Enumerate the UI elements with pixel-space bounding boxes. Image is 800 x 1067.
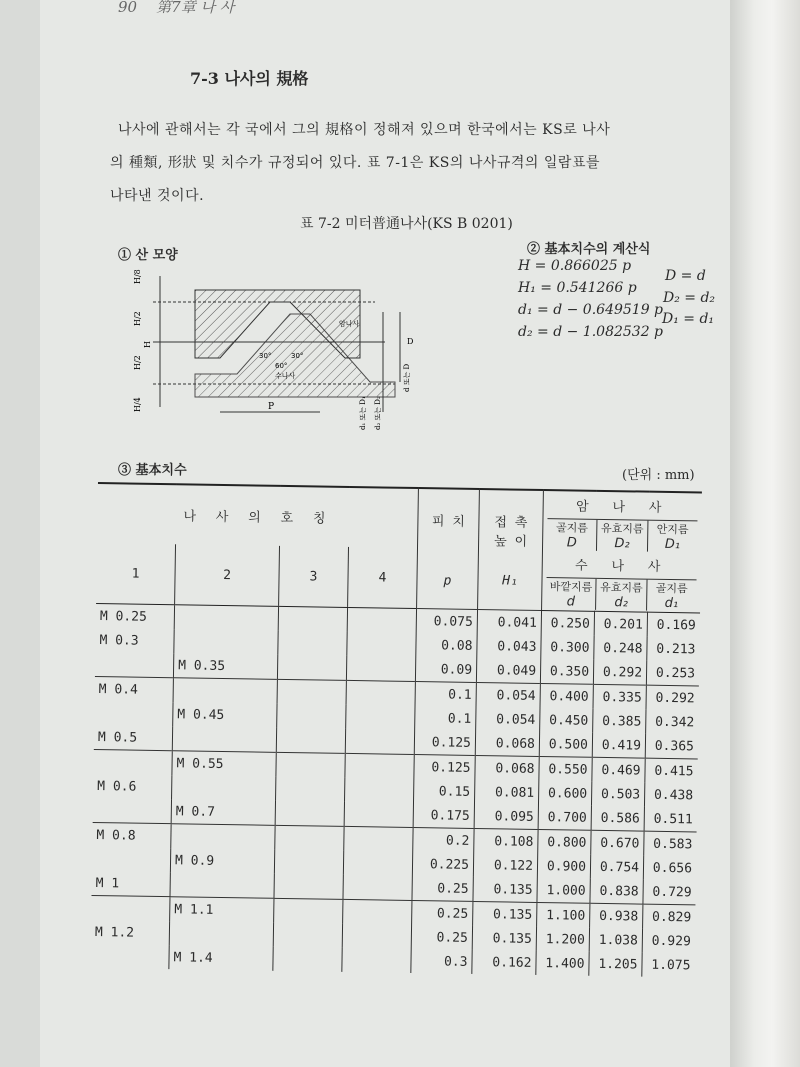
major-diameter-cell: 1.200 (536, 927, 589, 952)
major-diameter-cell: 0.300 (541, 635, 594, 660)
contact-height-cell: 0.135 (472, 926, 536, 951)
major-diameter-cell: 1.400 (536, 951, 589, 976)
designation-col2: M 1.4 (169, 945, 273, 971)
contact-height-cell: 0.135 (473, 901, 537, 927)
major-diameter-cell: 0.350 (540, 659, 593, 684)
designation-col2: M 1.1 (170, 897, 274, 923)
pitch-diameter-cell: 1.038 (589, 928, 642, 953)
designation-col2 (172, 775, 276, 801)
formula-D2: D₂ = d₂ (663, 290, 716, 306)
designation-col2: M 0.7 (171, 799, 275, 825)
contact-height-cell: 0.068 (475, 731, 539, 757)
pitch-diameter-cell: 0.292 (593, 660, 646, 685)
dim-d2: d₂ 또는 D₂ (374, 396, 382, 430)
basic-dims-heading: ③ 基本치수 (118, 463, 187, 478)
designation-col1 (91, 895, 170, 921)
designation-col2 (171, 824, 275, 850)
pitch-diameter-cell: 0.469 (592, 757, 645, 782)
minor-diameter-cell: 0.292 (646, 685, 699, 710)
shape-heading: ① 산 모양 (118, 248, 178, 263)
pitch-cell: 0.3 (411, 949, 472, 974)
dim-d: d 또는 D (403, 363, 411, 392)
designation-col3 (274, 898, 343, 924)
male-header-group (542, 550, 701, 613)
pitch-header-label: 피 치 (431, 513, 466, 530)
angle-30b: 30° (291, 352, 304, 360)
major-diameter-cell: 1.000 (537, 878, 590, 903)
col-number-4: 4 (348, 547, 418, 609)
col-number-2: 2 (175, 544, 280, 606)
pitch-diameter-cell: 0.385 (593, 709, 646, 734)
angle-30a: 30° (259, 352, 272, 360)
designation-col4 (345, 753, 414, 779)
running-header (118, 0, 234, 17)
designation-col1: M 1 (95, 875, 120, 891)
designation-col3 (274, 850, 343, 875)
minor-diameter-cell: 0.253 (646, 661, 699, 686)
major-diameter-cell: 0.250 (541, 610, 594, 635)
label-male: 수나사 (275, 372, 296, 380)
designation-col4 (347, 632, 416, 657)
designation-col1: M 0.4 (95, 676, 174, 702)
designation-col2 (172, 726, 276, 752)
designation-col1 (94, 701, 173, 726)
contact-height-cell: 0.054 (476, 682, 540, 708)
pitch-diameter-cell: 0.335 (593, 684, 646, 709)
major-diameter-cell: 0.550 (539, 756, 592, 781)
pitch-cell: 0.175 (413, 803, 474, 828)
minor-diameter-cell: 1.075 (642, 953, 695, 978)
designation-col2: M 0.35 (173, 653, 277, 679)
designation-col3 (276, 752, 345, 778)
contact-height-cell: 0.081 (474, 780, 538, 805)
dim-h8: H/8 (133, 269, 142, 284)
dim-h2a: H/2 (133, 311, 142, 326)
designation-col1 (95, 652, 174, 678)
minor-diameter-cell: 0.829 (643, 904, 696, 929)
formula-D: D = d (665, 268, 706, 284)
table-caption: 표 7-2 미터普通나사(KS B 0201) (300, 216, 513, 232)
contact-height-cell: 0.095 (474, 804, 538, 830)
designation-col2 (174, 629, 278, 655)
designation-col3 (278, 631, 347, 656)
designation-col1: M 0.5 (97, 729, 138, 746)
female-header: 암 나 사 (547, 491, 697, 521)
pitch-symbol: p (443, 572, 452, 589)
female-col-pitch (597, 520, 648, 552)
pitch-diameter-cell: 0.503 (591, 782, 644, 807)
male-col-minor-label: 골지름 (655, 581, 688, 596)
pitch-cell: 0.075 (416, 609, 477, 634)
contact-header-line2: 높 이 (494, 534, 528, 550)
designation-col1: M 0.25 (96, 603, 175, 629)
pitch-cell: 0.225 (412, 852, 473, 877)
contact-height-cell: 0.068 (475, 755, 539, 781)
designation-col2: M 0.45 (173, 702, 277, 728)
major-diameter-cell: 1.100 (537, 902, 590, 927)
formula-d1: d₁ = d − 0.649519 p (518, 302, 664, 318)
major-diameter-cell: 0.700 (538, 805, 591, 830)
female-header-group (542, 490, 701, 552)
female-col-major-label: 골지름 (555, 521, 589, 535)
minor-diameter-cell: 0.213 (647, 637, 700, 662)
designation-col4 (346, 680, 415, 706)
female-col-pitch-label: 유효지름 (600, 521, 644, 536)
designation-col4 (343, 851, 412, 876)
paragraph-line-1: 나사에 관해서는 각 국에서 그의 規格이 정해져 있으며 한국에서는 KS로 나사 (118, 122, 611, 138)
designation-col2 (174, 605, 278, 631)
designation-col3 (277, 679, 346, 705)
contact-height-cell: 0.054 (476, 707, 540, 732)
designation-col1: M 1.2 (94, 924, 135, 941)
contact-height-cell: 0.162 (472, 950, 536, 975)
designation-col3 (276, 777, 345, 802)
designation-col3 (276, 728, 345, 754)
contact-height-cell: 0.108 (474, 828, 538, 854)
minor-diameter-cell: 0.511 (644, 807, 697, 832)
designation-col1 (92, 847, 171, 872)
male-col-pitch-label: 유효지름 (600, 580, 643, 595)
formula-h1: H₁ = 0.541266 p (518, 280, 637, 296)
pitch-diameter-cell: 1.205 (589, 952, 642, 977)
dim-D: D (407, 337, 414, 346)
formula-D1: D₁ = d₁ (662, 311, 715, 327)
designation-col3 (275, 825, 344, 851)
minor-diameter-cell: 0.438 (644, 783, 697, 808)
designation-col2 (170, 872, 274, 898)
pitch-cell: 0.125 (414, 730, 475, 755)
designation-col4 (345, 729, 414, 755)
thread-dimension-table (90, 482, 702, 977)
pitch-diameter-cell: 0.670 (591, 830, 644, 855)
thread-profile-diagram (125, 262, 425, 434)
name-header: 나 사 의 호 칭 (97, 483, 418, 548)
designation-col4 (343, 899, 412, 925)
pitch-header (417, 488, 480, 609)
male-header: 수 나 사 (547, 550, 697, 580)
formula-h: H = 0.866025 p (518, 258, 632, 274)
angle-60: 60° (275, 362, 288, 370)
pitch-diameter-cell: 0.754 (590, 855, 643, 880)
designation-col3 (273, 923, 342, 948)
designation-col1: M 0.6 (97, 778, 137, 795)
designation-col4 (346, 656, 415, 682)
pitch-cell: 0.25 (411, 925, 472, 950)
contact-height-cell: 0.122 (473, 853, 537, 878)
major-diameter-cell: 0.800 (538, 829, 591, 854)
pitch-diameter-cell: 0.248 (594, 636, 647, 661)
col-number-3: 3 (279, 546, 349, 608)
designation-col4 (342, 948, 411, 973)
pitch-cell: 0.2 (413, 827, 474, 852)
designation-col1 (93, 798, 172, 824)
minor-diameter-cell: 0.365 (645, 734, 698, 759)
designation-col4 (345, 778, 414, 803)
female-col-major-symbol: D (566, 535, 577, 551)
pitch-cell: 0.15 (413, 779, 474, 804)
paragraph-line-2: 의 種類, 形狀 및 치수가 규정되어 있다. 표 7-1은 KS의 나사규격의 일람표를 (110, 155, 600, 171)
contact-height-cell: 0.049 (476, 658, 540, 684)
designation-col1 (93, 749, 172, 775)
designation-col4 (344, 826, 413, 852)
formula-d2: d₂ = d − 1.082532 p (518, 324, 664, 340)
designation-col2 (173, 678, 277, 704)
designation-col2: M 0.55 (172, 751, 276, 777)
pitch-cell: 0.08 (416, 633, 477, 658)
designation-col3 (278, 606, 347, 632)
designation-col2 (169, 921, 273, 947)
dim-h2b: H/2 (133, 355, 142, 370)
formula-heading: ② 基本치수의 계산식 (527, 242, 651, 257)
designation-col3 (273, 947, 342, 972)
female-col-minor-label: 안지름 (656, 522, 689, 537)
minor-diameter-cell: 0.169 (647, 612, 700, 637)
label-female: 암나사 (339, 320, 360, 328)
col-number-1: 1 (96, 543, 175, 605)
major-diameter-cell: 0.400 (540, 683, 593, 708)
male-col-major (546, 578, 597, 610)
dim-h: H (143, 341, 152, 348)
paragraph-line-3: 나타낸 것이다. (110, 188, 205, 204)
pitch-diameter-cell: 0.201 (594, 611, 647, 636)
female-col-major (547, 519, 598, 551)
section-title: 7-3 나사의 規格 (190, 69, 309, 88)
contact-height-cell: 0.041 (477, 609, 541, 635)
table-body (90, 603, 700, 977)
designation-col3 (277, 655, 346, 681)
page-number: 90 (118, 0, 138, 16)
major-diameter-cell: 0.900 (537, 854, 590, 879)
pitch-diameter-cell: 0.938 (590, 903, 643, 928)
minor-diameter-cell: 0.583 (644, 831, 697, 856)
designation-col4 (344, 802, 413, 828)
major-diameter-cell: 0.450 (540, 708, 593, 733)
contact-height-cell: 0.135 (473, 877, 537, 903)
designation-col1: M 0.8 (92, 822, 171, 848)
designation-col4 (346, 705, 415, 730)
minor-diameter-cell: 0.656 (643, 856, 696, 881)
designation-col2: M 0.9 (170, 848, 274, 874)
pitch-cell: 0.1 (415, 706, 476, 731)
major-diameter-cell: 0.600 (538, 781, 591, 806)
contact-symbol: H₁ (502, 573, 518, 589)
male-col-pitch (596, 579, 647, 611)
male-col-major-label: 바깥지름 (549, 580, 593, 594)
pitch-diameter-cell: 0.838 (590, 879, 643, 904)
dim-p: P (268, 402, 275, 412)
designation-col1: M 0.3 (99, 632, 139, 649)
chapter-title: 第7章 나 사 (156, 0, 235, 16)
dim-h4: H/4 (133, 397, 142, 412)
contact-height-cell: 0.043 (477, 634, 541, 659)
designation-col3 (277, 704, 346, 729)
male-col-pitch-symbol: d₂ (614, 595, 629, 611)
designation-col4 (343, 875, 412, 901)
pitch-cell: 0.25 (412, 876, 473, 901)
pitch-diameter-cell: 0.419 (592, 733, 645, 758)
minor-diameter-cell: 0.415 (645, 758, 698, 783)
designation-col4 (347, 607, 416, 633)
pitch-cell: 0.25 (412, 900, 473, 925)
male-col-minor-symbol: d₁ (664, 595, 679, 612)
designation-col3 (275, 801, 344, 827)
designation-col1 (90, 944, 169, 969)
male-col-minor (647, 580, 697, 612)
minor-diameter-cell: 0.929 (642, 929, 695, 954)
contact-header-line1: 접 촉 (494, 515, 528, 531)
book-spine (730, 0, 800, 1067)
female-col-minor (648, 521, 698, 553)
pitch-cell: 0.125 (414, 755, 475, 780)
minor-diameter-cell: 0.729 (643, 880, 696, 905)
female-col-minor-symbol: D₁ (664, 536, 681, 553)
pitch-cell: 0.09 (415, 657, 476, 682)
designation-col3 (274, 874, 343, 900)
designation-col4 (342, 924, 411, 949)
pitch-cell: 0.1 (415, 682, 476, 707)
major-diameter-cell: 0.500 (539, 732, 592, 757)
male-col-major-symbol: d (566, 594, 576, 610)
female-col-pitch-symbol: D₂ (614, 536, 630, 552)
minor-diameter-cell: 0.342 (646, 710, 699, 735)
dim-d1: d₁ 또는 D₁ (359, 396, 367, 430)
contact-header (478, 489, 544, 610)
pitch-diameter-cell: 0.586 (591, 806, 644, 831)
unit-label: (단위 : mm) (622, 468, 695, 483)
